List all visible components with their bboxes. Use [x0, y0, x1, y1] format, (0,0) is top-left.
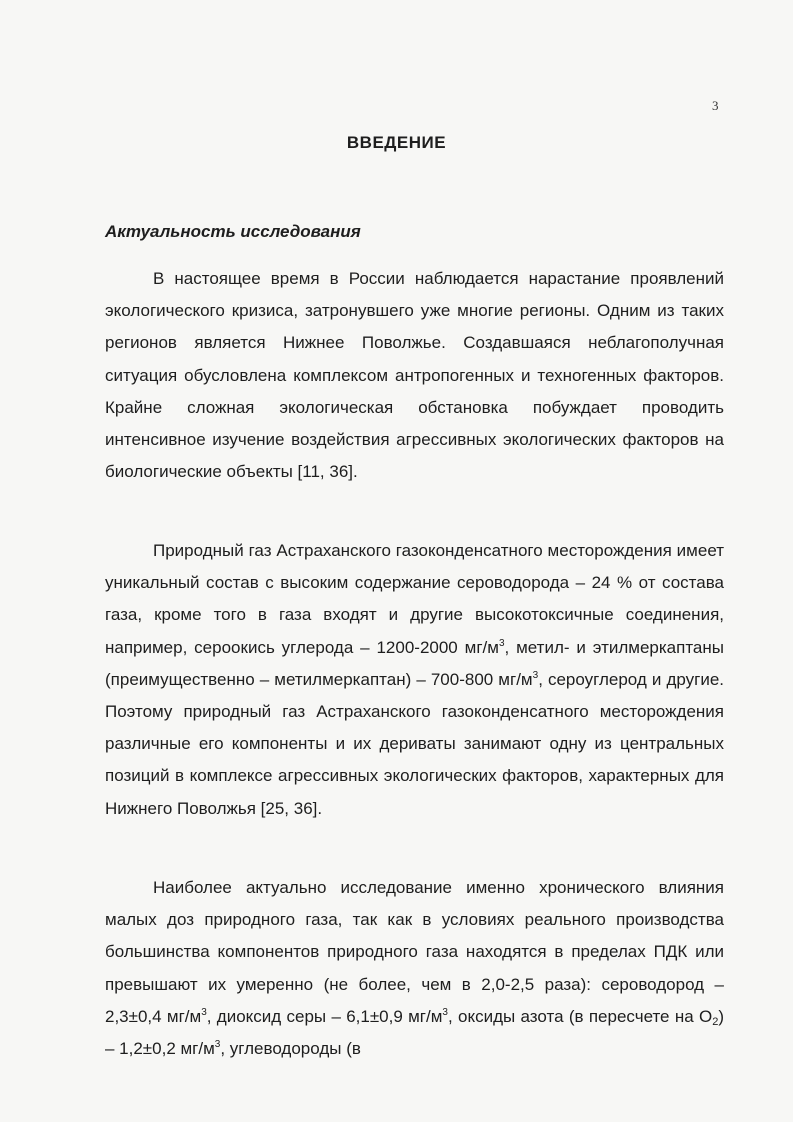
subscript-2: 2 [712, 1015, 719, 1028]
paragraph-2-part-2: , метил- и этилмеркаптаны (преимущественно – метилмеркаптан) – 700-800 мг/м [105, 637, 724, 689]
paragraph-3 [105, 872, 724, 1065]
page-title: ВВЕДЕНИЕ [346, 133, 447, 152]
paragraph-3-part-5: , углеводороды (в [220, 1039, 361, 1059]
paragraph-3-part-3: , оксиды азота (в пересчете на O [447, 1006, 713, 1026]
paragraph-2-part-3: , сероуглерод и другие. Поэтому природный газ Астраханского газоконденсатного месторождения различные его компоненты и их дериваты занимают одну из центральных позиций в комплексе агрессивных экологических факторов, характерных для Нижнего Поволжья [25, 36]. [105, 669, 725, 818]
superscript-3: 3 [442, 1006, 448, 1018]
paragraph-1: В настоящее время в России наблюдается нарастание проявлений экологического кризиса, затронувшего уже многие регионы. Одним из таких регионов является Нижнее Поволжье. Создавшаяся неблагополучная ситуация обусловлена комплексом антропогенных и техногенных факторов. Крайне сложная экологическая обстановка побуждает проводить интенсивное изучение воздействия агрессивных экологических факторов на биологические объекты [11, 36]. [105, 269, 724, 482]
superscript-3: 3 [214, 1039, 221, 1051]
superscript-3: 3 [532, 669, 539, 681]
page-number: 3 [712, 98, 719, 113]
paragraph-3-part-4: ) – 1,2±0,2 мг/м [105, 1006, 724, 1059]
paragraph-2-part-1: Природный газ Астраханского газоконденсатного месторождения имеет уникальный состав с высоким содержание сероводорода – 24 % от состава газа, кроме того в газа входят и другие высокотоксичные соединения, например, сероокись углерода – 1200-2000 мг/м [105, 541, 724, 657]
superscript-3: 3 [201, 1006, 207, 1018]
paragraph-3-part-2: , диоксид серы – 6,1±0,9 мг/м [206, 1006, 443, 1026]
superscript-3: 3 [498, 637, 505, 649]
paragraph-2 [105, 535, 724, 825]
paragraph-3-part-1: Наиболее актуально исследование именно хронического влияния малых доз природного газа, так как в условиях реального производства большинства компонентов природного газа находятся в пределах ПДК или превышают их умеренно (не более, чем в 2,0-2,5 раза): сероводород – 2,3±0,4 мг/м [105, 878, 724, 1026]
section-heading: Актуальность исследования [105, 222, 361, 241]
